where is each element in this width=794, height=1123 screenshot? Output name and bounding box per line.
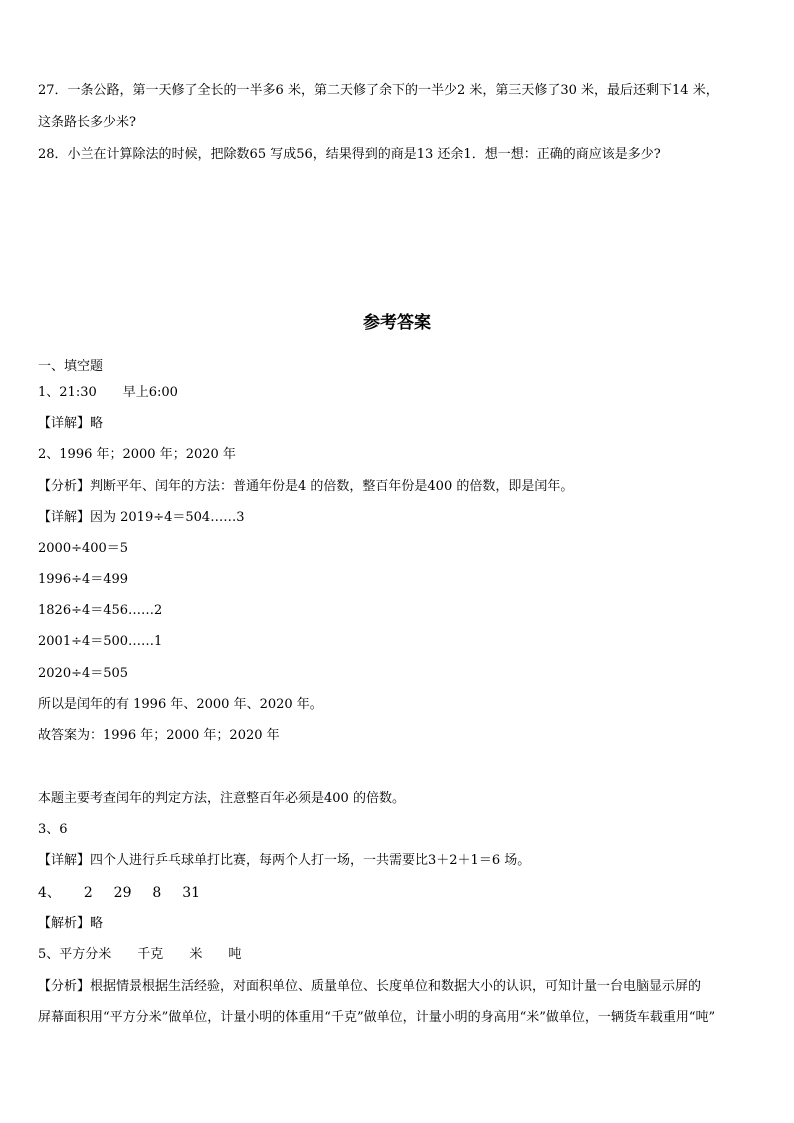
- answer-2-so: 所以是闰年的有 1996 年、2000 年、2020 年。: [38, 697, 323, 712]
- answers-title: 参考答案: [363, 313, 431, 333]
- answer-4-value: 2: [83, 885, 93, 901]
- answer-4-value: 29: [113, 885, 132, 901]
- unit-item: 米: [189, 947, 203, 962]
- answer-3-head: 3、6: [38, 822, 68, 837]
- question-27-line2: 这条路长多少米?: [38, 115, 136, 130]
- unit-item: 吨: [228, 947, 242, 962]
- unit-item: 千克: [137, 947, 164, 962]
- question-28: 28．小兰在计算除法的时候，把除数65 写成56，结果得到的商是13 还余1．想一想：正确的商应该是多少?: [38, 147, 661, 162]
- answer-1-detail: 【详解】略: [38, 416, 104, 431]
- calc-line: 1996÷4＝499: [38, 572, 129, 587]
- answer-5: [38, 946, 241, 964]
- calc-line: 1826÷4＝456……2: [38, 603, 163, 618]
- answer-4: [38, 884, 200, 902]
- answer-3-detail: 【详解】四个人进行乒乓球单打比赛，每两个人打一场，一共需要比3＋2＋1＝6 场。: [38, 853, 531, 868]
- unit-item: 平方分米: [59, 947, 112, 962]
- answer-2-note: 本题主要考查闰年的判定方法，注意整百年必须是400 的倍数。: [38, 791, 405, 806]
- answer-5-analysis-2: 屏幕面积用“平方分米”做单位，计量小明的体重用“千克”做单位，计量小明的身高用“米”做单位，一辆货车载重用“吨”: [38, 1010, 716, 1025]
- answer-4-num: 4、: [38, 885, 61, 901]
- answer-5-analysis-1: 【分析】根据情景根据生活经验，对面积单位、质量单位、长度单位和数据大小的认识，可知计量一台电脑显示屏的: [38, 979, 702, 994]
- answer-2-analysis: 【分析】判断平年、闰年的方法：普通年份是4 的倍数，整百年份是400 的倍数，即是闰年。: [38, 479, 574, 494]
- calc-line: 2020÷4＝505: [38, 666, 129, 681]
- question-27-line1: 27．一条公路，第一天修了全长的一半多6 米，第二天修了余下的一半少2 米，第三天修了30 米，最后还剩下14 米，: [38, 83, 719, 98]
- calc-line: 2000÷400＝5: [38, 541, 129, 556]
- answer-1: [38, 384, 178, 402]
- calc-line: 2001÷4＝500……1: [38, 634, 163, 649]
- answer-2-head: 2、1996 年；2000 年；2020 年: [38, 447, 236, 462]
- answer-2-final: 故答案为：1996 年；2000 年；2020 年: [38, 728, 280, 743]
- answer-1-second: 早上6:00: [122, 385, 178, 400]
- answer-5-num: 5、: [38, 947, 60, 962]
- answer-4-value: 31: [182, 885, 201, 901]
- answer-2-detail: 【详解】因为 2019÷4＝504……3: [38, 510, 245, 525]
- answer-1-first: 1、21:30: [38, 385, 97, 400]
- answer-4-detail: 【解析】略: [38, 916, 104, 931]
- answer-4-value: 8: [152, 885, 162, 901]
- section-heading: 一、填空题: [38, 359, 104, 374]
